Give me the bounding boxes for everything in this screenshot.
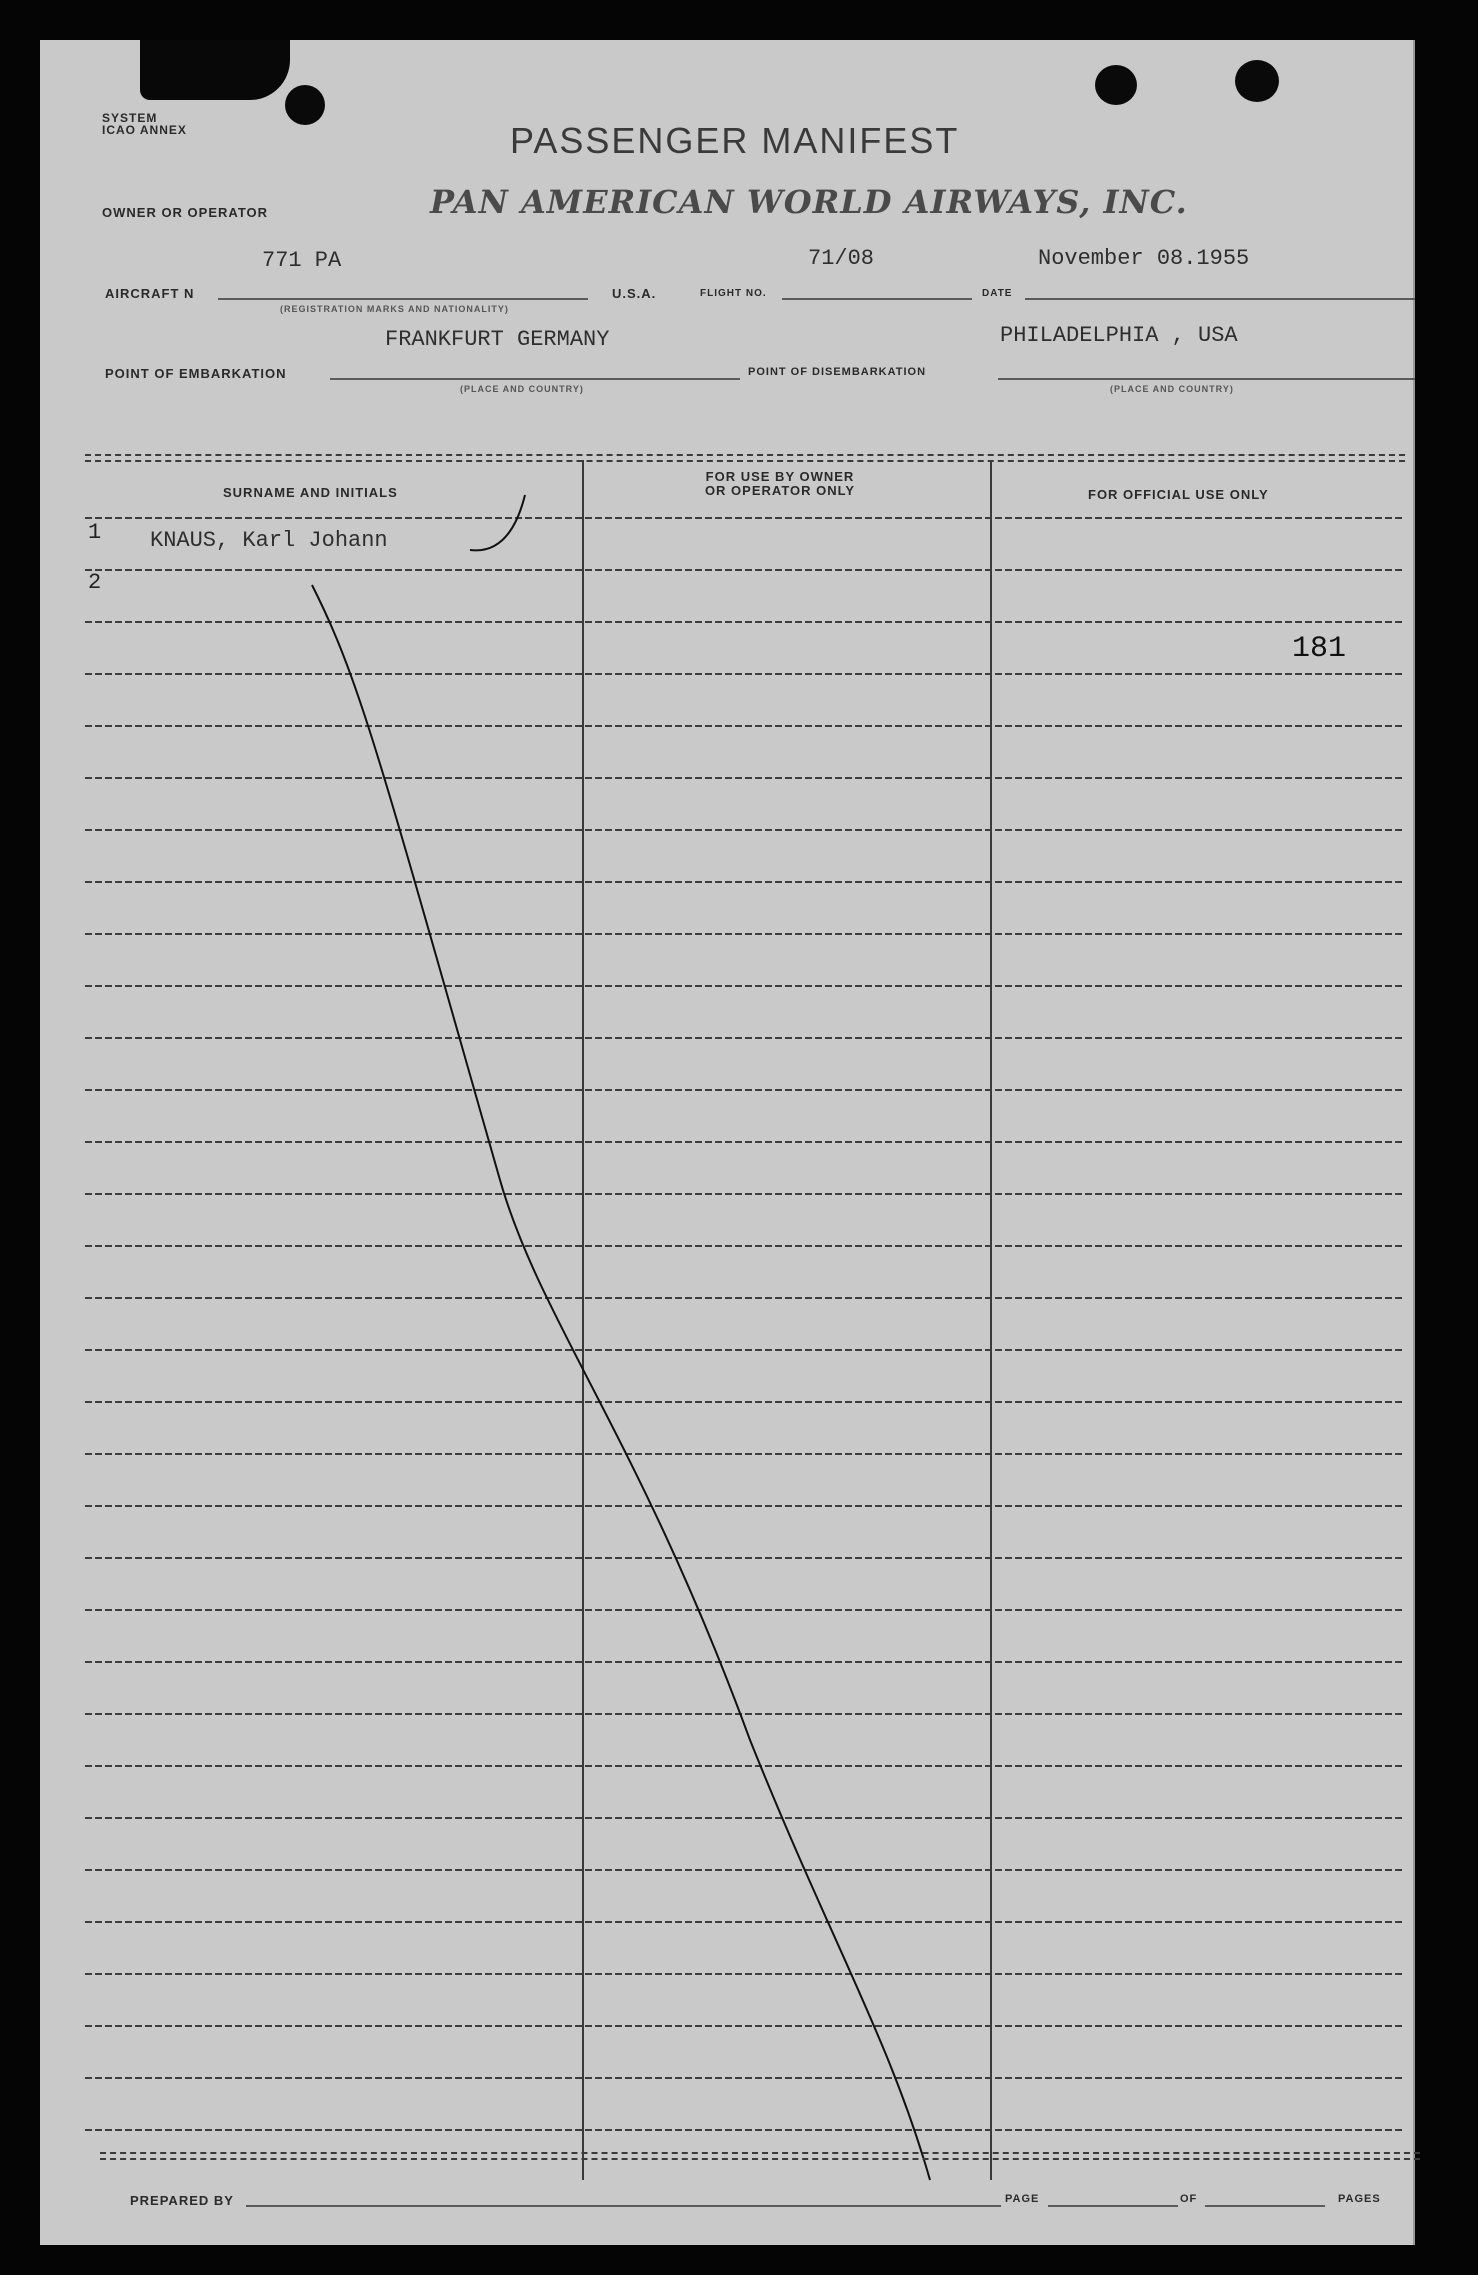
embarkation-value: FRANKFURT GERMANY	[385, 327, 610, 352]
date-value: November 08.1955	[1038, 246, 1250, 271]
flight-label: FLIGHT NO.	[700, 288, 767, 299]
disembarkation-value: PHILADELPHIA , USA	[1000, 323, 1238, 348]
column-header-surname: SURNAME AND INITIALS	[223, 485, 398, 500]
row-number: 1	[88, 520, 102, 545]
passenger-name: KNAUS, Karl Johann	[150, 528, 388, 553]
of-label: OF	[1180, 2193, 1198, 2205]
handwritten-line	[312, 585, 930, 2180]
manifest-sheet	[40, 40, 1415, 2245]
form-code-system: SYSTEM	[102, 111, 158, 125]
page-underline	[1048, 2205, 1178, 2207]
column-header-operator-line1: FOR USE BY OWNER	[705, 469, 855, 484]
table-bottom-rule	[100, 2152, 1420, 2154]
aircraft-label: AIRCRAFT N	[105, 286, 195, 301]
embarkation-caption: (PLACE AND COUNTRY)	[460, 384, 584, 394]
official-number: 181	[1292, 632, 1347, 666]
date-label: DATE	[982, 288, 1013, 299]
owner-label: OWNER OR OPERATOR	[102, 205, 269, 220]
check-mark	[470, 495, 525, 550]
form-code-icao: ICAO ANNEX	[102, 123, 187, 137]
column-header-official: FOR OFFICIAL USE ONLY	[1088, 487, 1269, 502]
ruled-lines-layer	[40, 40, 1413, 2245]
pages-label: PAGES	[1338, 2193, 1381, 2205]
embarkation-label: POINT OF EMBARKATION	[105, 366, 287, 381]
registration-caption: (REGISTRATION MARKS AND NATIONALITY)	[280, 304, 509, 314]
disembarkation-label: POINT OF DISEMBARKATION	[748, 366, 927, 378]
airline-name: PAN AMERICAN WORLD AIRWAYS, INC.	[430, 183, 1188, 221]
table-bottom-rule	[100, 2158, 1420, 2160]
page-title: PASSENGER MANIFEST	[510, 120, 960, 161]
disembarkation-caption: (PLACE AND COUNTRY)	[1110, 384, 1234, 394]
row-number: 2	[88, 570, 102, 595]
prepared-by-label: PREPARED BY	[130, 2193, 234, 2208]
column-header-operator-line2: OR OPERATOR ONLY	[704, 483, 856, 498]
row-rules	[85, 518, 1405, 2130]
page-label: PAGE	[1005, 2193, 1040, 2205]
registration-value: 771 PA	[262, 248, 342, 273]
nationality-label: U.S.A.	[612, 286, 657, 301]
prepared-by-underline	[246, 2205, 1001, 2207]
of-underline	[1205, 2205, 1325, 2207]
flight-number-value: 71/08	[808, 246, 875, 271]
